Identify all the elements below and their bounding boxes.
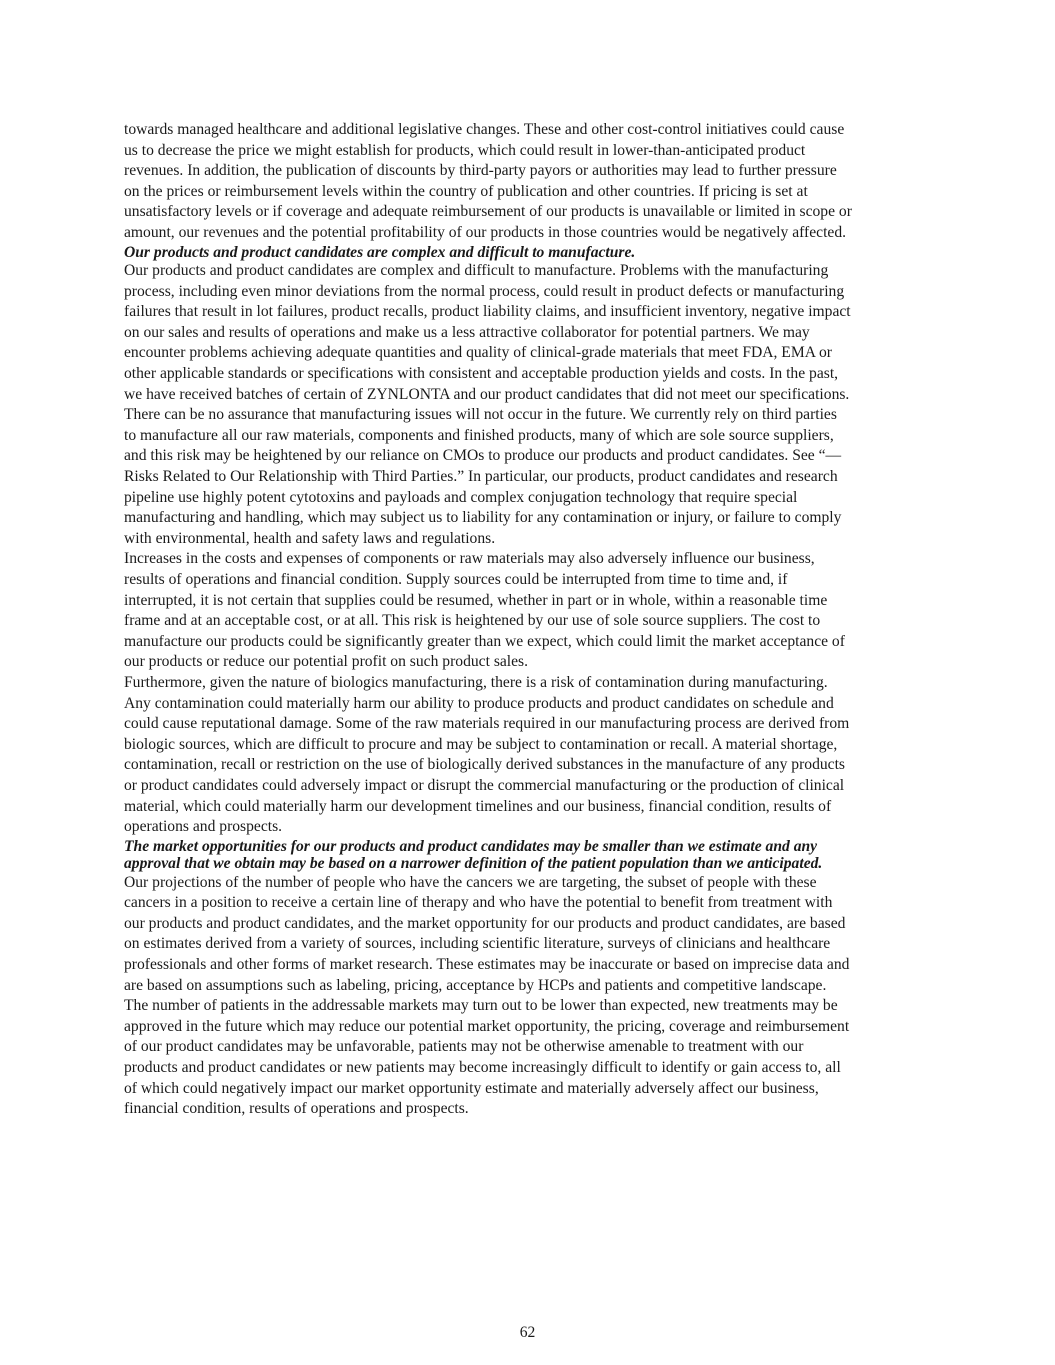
heading-line: Our products and product candidates are complex and difficult to manufacture. [124, 243, 636, 261]
text-line: unsatisfactory levels or if coverage and adequate reimbursement of our products is unavailable or limited in scope or [124, 203, 852, 221]
document-body [124, 120, 930, 1120]
text-line: on the prices or reimbursement levels within the country of publication and other countries. If pricing is set at [124, 182, 808, 200]
heading-line: The market opportunities for our products and product candidates may be smaller than we estimate and any [124, 837, 818, 855]
page-number: 62 [519, 1324, 536, 1341]
text-line: Our products and product candidates are complex and difficult to manufacture. Problems with the manufacturing [124, 262, 829, 280]
text-line: on estimates derived from a variety of sources, including scientific literature, surveys of clinicians and healthcare [124, 935, 831, 953]
paragraph-cost-increases [124, 549, 930, 673]
text-line: encounter problems achieving adequate quantities and quality of clinical-grade materials that meet FDA, EMA or [124, 344, 832, 362]
text-line: contamination, recall or restriction on the use of biologically derived substances in the manufacture of any products [124, 756, 845, 774]
text-line: Our projections of the number of people who have the cancers we are targeting, the subset of people with these [124, 873, 817, 891]
text-line: could cause reputational damage. Some of the raw materials required in our manufacturing process are derived from [124, 715, 850, 733]
text-line: revenues. In addition, the publication of discounts by third-party payors or authorities may lead to further pressure [124, 162, 837, 180]
text-line: material, which could materially harm our development timelines and our business, financial condition, results of [124, 797, 832, 815]
section-heading-manufacturing [124, 244, 930, 262]
text-line: The number of patients in the addressable markets may turn out to be lower than expected, new treatments may be [124, 997, 838, 1015]
text-line: pipeline use highly potent cytotoxins and payloads and complex conjugation technology that require special [124, 488, 798, 506]
text-line: professionals and other forms of market research. These estimates may be inaccurate or based on imprecise data and [124, 956, 850, 974]
text-line: amount, our revenues and the potential profitability of our products in those countries would be negatively affected. [124, 223, 847, 241]
text-line: financial condition, results of operations and prospects. [124, 1100, 469, 1118]
paragraph-market-projections [124, 873, 930, 1120]
text-line: are based on assumptions such as labeling, pricing, acceptance by HCPs and patients and competitive landscape. [124, 976, 827, 994]
text-line: Furthermore, given the nature of biologics manufacturing, there is a risk of contamination during manufacturing. [124, 673, 828, 691]
text-line: manufacture our products could be significantly greater than we expect, which could limit the market acceptance of [124, 632, 845, 650]
text-line: or product candidates could adversely impact or disrupt the commercial manufacturing or the production of clinical [124, 776, 845, 794]
text-line: process, including even minor deviations from the normal process, could result in product defects or manufacturing [124, 282, 845, 300]
text-line: manufacturing and handling, which may subject us to liability for any contamination or injury, or failure to comply [124, 509, 842, 527]
text-line: with environmental, health and safety laws and regulations. [124, 529, 496, 547]
text-line: cancers in a position to receive a certain line of therapy and who have the potential to benefit from treatment with [124, 894, 833, 912]
text-line: of which could negatively impact our market opportunity estimate and materially adversely affect our business, [124, 1079, 819, 1097]
text-line: us to decrease the price we might establish for products, which could result in lower-than-anticipated product [124, 141, 806, 159]
section-heading-market-opportunities [124, 838, 930, 873]
paragraph-contamination-risk [124, 673, 930, 838]
text-line: to manufacture all our raw materials, components and finished products, many of which are sole source suppliers, [124, 426, 834, 444]
text-line: There can be no assurance that manufacturing issues will not occur in the future. We currently rely on third parties [124, 406, 837, 424]
text-line: products and product candidates or new patients may become increasingly difficult to identify or gain access to, all [124, 1059, 841, 1077]
text-line: Any contamination could materially harm our ability to produce products and product candidates on schedule and [124, 694, 834, 712]
text-line: biologic sources, which are difficult to procure and may be subject to contamination or recall. A material shortage, [124, 735, 838, 753]
text-line: frame and at an acceptable cost, or at all. This risk is heightened by our use of sole source suppliers. The cost to [124, 612, 821, 630]
text-line: interrupted, it is not certain that supplies could be resumed, whether in part or in whole, within a reasonable time [124, 591, 828, 609]
text-line: Risks Related to Our Relationship with Third Parties.” In particular, our products, product candidates and research [124, 468, 838, 485]
text-line: operations and prospects. [124, 818, 283, 836]
text-line: of our product candidates may be unfavorable, patients may not be otherwise amenable to treatment with our [124, 1038, 804, 1056]
text-line: failures that result in lot failures, product recalls, product liability claims, and insufficient inventory, negative impact [124, 303, 851, 321]
text-line: towards managed healthcare and additional legislative changes. These and other cost-control initiatives could cause [124, 121, 845, 138]
text-line: our products and product candidates, and the market opportunity for our products and product candidates, are based [124, 914, 846, 932]
heading-line: approval that we obtain may be based on a narrower definition of the patient population than we anticipated. [124, 855, 823, 873]
text-line: results of operations and financial condition. Supply sources could be interrupted from time to time and, if [124, 570, 788, 588]
text-line: we have received batches of certain of ZYNLONTA and our product candidates that did not meet our specifications. [124, 385, 850, 403]
text-line: Increases in the costs and expenses of components or raw materials may also adversely influence our business, [124, 550, 815, 568]
paragraph-manufacturing-complexity [124, 261, 930, 549]
text-line: approved in the future which may reduce our potential market opportunity, the pricing, coverage and reimbursement [124, 1017, 850, 1035]
text-line: other applicable standards or specifications with consistent and acceptable production yields and costs. In the past, [124, 365, 839, 383]
paragraph-pricing-continuation [124, 120, 930, 244]
text-line: on our sales and results of operations and make us a less attractive collaborator for potential partners. We may [124, 323, 810, 341]
text-line: our products or reduce our potential profit on such product sales. [124, 653, 529, 671]
text-line: and this risk may be heightened by our reliance on CMOs to produce our products and product candidates. See “— [124, 447, 842, 465]
